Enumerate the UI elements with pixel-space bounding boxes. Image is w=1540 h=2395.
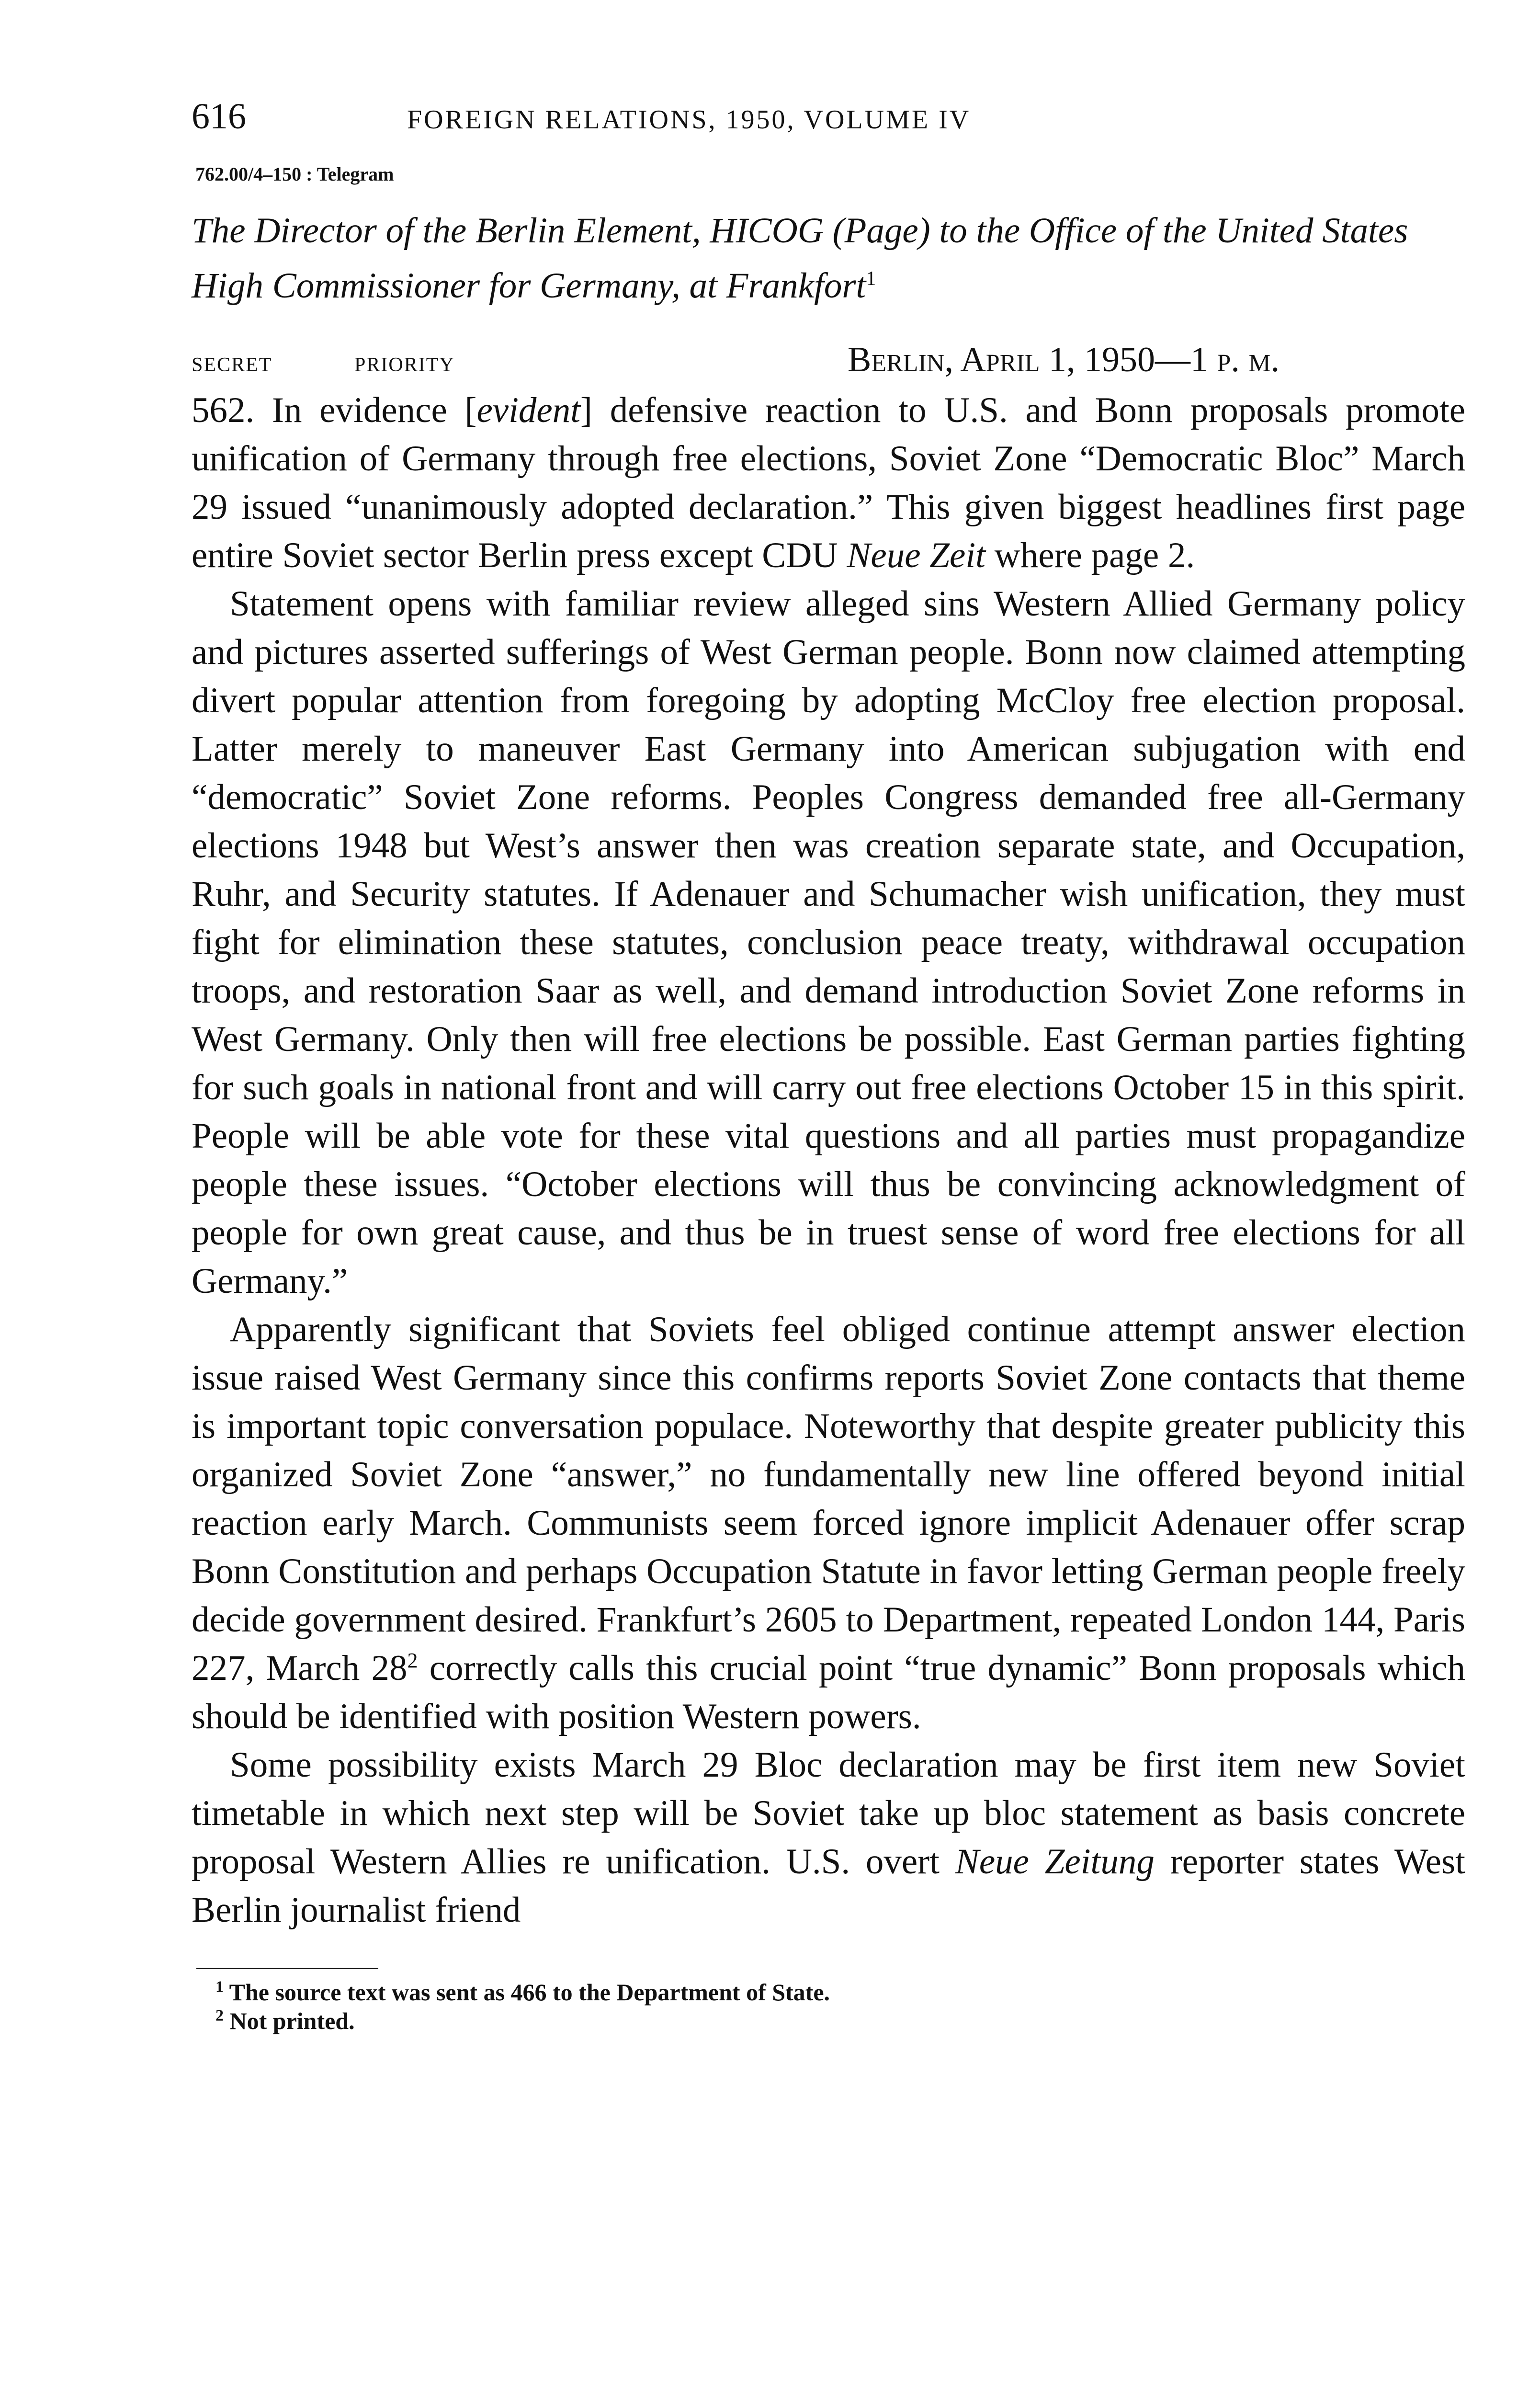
paragraph-1-text-c: ] defensive reaction to U.S. and Bonn proposals promote unification of Germany through free elections, Soviet Zone “Democratic Bloc” March 29 issued “unanimously adopted declaration.” This given biggest headlines first page entire Soviet sector Berlin press except CDU	[192, 390, 1465, 575]
paragraph-3-text-b: correctly calls this crucial point “true dynamic” Bonn proposals which should be identified with position Western powers.	[192, 1648, 1466, 1736]
paragraph-1	[192, 386, 1465, 580]
footnote-2-text: Not printed.	[229, 2007, 355, 2034]
place-and-date: Berlin, April 1, 1950—1 p. m.	[848, 340, 1280, 379]
paragraph-3-text-a: Apparently significant that Soviets feel obliged continue attempt answer election issue raised West Germany since this confirms reports Soviet Zone contacts that theme is important topic conversation populace. Noteworthy that despite greater publicity this organized Soviet Zone “answer,” no fundamentally new line offered beyond initial reaction early March. Communists seem forced ignore implicit Adenauer offer scrap Bonn Constitution and perhaps Occupation Statute in favor letting German people freely decide government desired. Frankfurt’s 2605 to Department, repeated London 144, Paris 227, March 28	[192, 1310, 1465, 1688]
file-reference: 762.00/4–150 : Telegram	[195, 163, 394, 185]
footnote-2	[215, 2007, 1465, 2035]
footnote-divider	[196, 1968, 378, 1969]
footnote-2-marker: 2	[215, 2007, 224, 2025]
precedence: PRIORITY	[354, 354, 455, 376]
footnotes	[215, 1978, 1465, 2035]
paragraph-3-footnote-ref: 2	[407, 1649, 418, 1672]
paragraph-2: Statement opens with familiar review alleged sins Western Allied Germany policy and pictures asserted sufferings of West German people. Bonn now claimed attempting divert popular attention from foregoing by adopting McCloy free election proposal. Latter merely to maneuver East Germany into American subjugation with end “democratic” Soviet Zone reforms. Peoples Congress demanded free all-Germany elections 1948 but West’s answer then was creation separate state, and Occupation, Ruhr, and Security statutes. If Adenauer and Schumacher wish unification, they must fight for elimination these statutes, conclusion peace treaty, withdrawal occupation troops, and restoration Saar as well, and demand introduction Soviet Zone reforms in West Germany. Only then will free elections be possible. East German parties fighting for such goals in national front and will carry out free elections October 15 in this spirit. People will be able vote for these vital questions and all parties must propagandize people these issues. “October elections will thus be convincing acknowledgment of people for own great cause, and thus be in truest sense of word free elections for all Germany.”	[192, 584, 1465, 1301]
footnote-1	[215, 1978, 1465, 2007]
paragraph-3	[192, 1305, 1465, 1741]
page-number: 616	[192, 96, 246, 137]
paragraph-1-text-e: where page 2.	[985, 536, 1195, 575]
footnote-1-marker: 1	[215, 1978, 224, 1996]
classification: SECRET	[192, 354, 272, 376]
newspaper-title-neue-zeitung: Neue Zeitung	[955, 1842, 1155, 1882]
running-head	[192, 96, 1465, 148]
heading-footnote-ref: 1	[866, 268, 876, 290]
dateline	[192, 340, 1465, 380]
running-title: FOREIGN RELATIONS, 1950, VOLUME IV	[407, 105, 971, 135]
document-page	[192, 96, 1465, 2035]
document-heading	[192, 207, 1465, 310]
paragraph-1-editorial-insert: evident	[476, 390, 581, 430]
newspaper-title-neue-zeit: Neue Zeit	[847, 536, 985, 575]
paragraph-1-text-a: 562. In evidence [	[192, 390, 477, 430]
telegram-body	[192, 386, 1465, 1934]
footnote-1-text: The source text was sent as 466 to the Department of State.	[229, 1979, 830, 2006]
paragraph-4-text-a: Some possibility exists March 29 Bloc declaration may be first item new Soviet timetable in which next step will be Soviet take up bloc statement as basis concrete proposal Western Allies re unification. U.S. overt	[192, 1745, 1465, 1882]
document-heading-text: The Director of the Berlin Element, HICOG (Page) to the Office of the United States High Commissioner for Germany, at Frankfort	[192, 211, 1408, 306]
paragraph-4	[192, 1741, 1465, 1934]
paragraph-4-text-c: reporter states West Berlin journalist friend	[192, 1842, 1465, 1930]
